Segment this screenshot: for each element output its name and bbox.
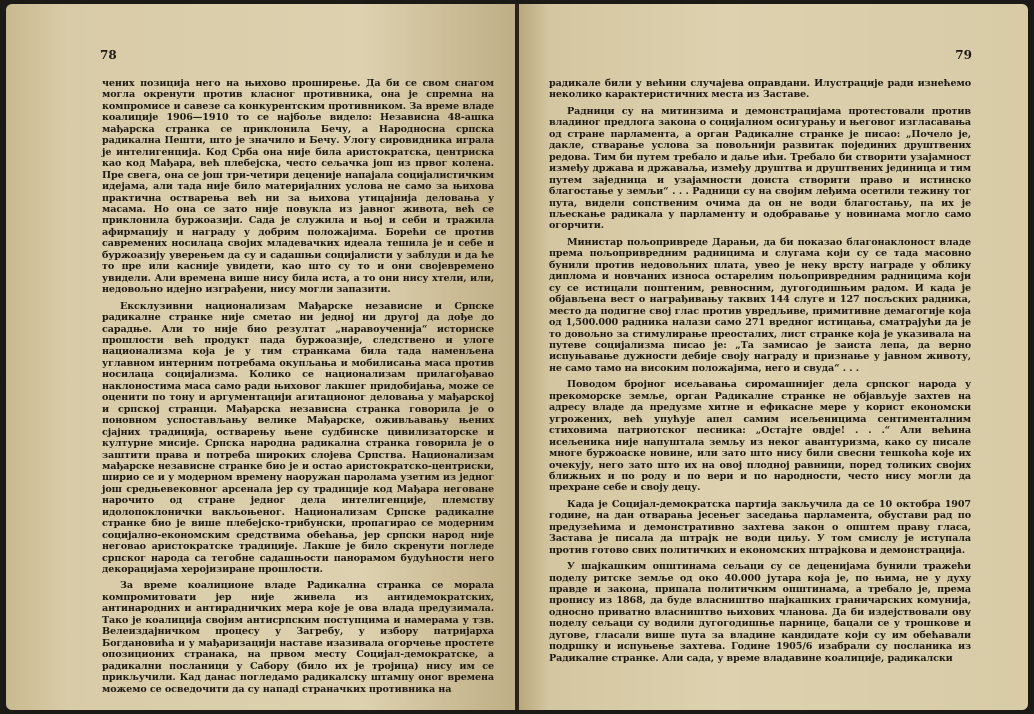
paragraph: Када је Социјал-демократска партија закључила да се 10 октобра 1907 године, на дан отварања јесењег заседања парламента, обустави рад по предузећима и демонстративно захтева закон о општем праву гласа, Застава је писала да штрајк не води циљу. У том смислу је иступала против готово свих политичких и економских штрајкова и демонстрација. [549,498,971,556]
paragraph: чених позиција него на њихово проширење. Да би се свом снагом могла окренути против класног противника, она је спремна на компромисе и савезе са конкурентским противником. За време владе коалиције 1906—1910 то се најбоље видело: Независна 48-ашка мађарска странка се приклонила Бечу, а Народносна српска радикална Пешти, што је значило и Бечу. Улогу сировидника играла је интелигенција. Код Срба она није била аристократска, центриска као код Мађара, већ плебејска, често сељачка још из првог колена. Пре свега, она се још три-четири деценије напајала социјалистичким идејама, али тада није било материјалних услова не само за њихова практична остварења већ ни за њихова утицајнија деловања у масама. Но она се зато није повукла из јавног живота, већ се приклонила буржоазији. Сада је служила и њој и себи и тражила афирмацију и награду у добрим положајима. Борећи се против савремених носилаца својих младевачких идеала тешила је и себе и буржоазију уверењем да су и садашњи социјалисти у заблуди и да ће то пре или касније увидети, као што су то и они својевремено увидели. Али времена више нису била иста, а то они нису хтели, или, недовољно идејно изграђени, нису могли запазити. [102,78,494,296]
paragraph: За време коалиционе владе Радикална странка се морала компромитовати јер није живела из антидемократских, антинародних и антирадничких мера које је ова влада предузимала. Тако је коалиција својим антисрпским поступцима и намерама у тзв. Велеиздајничком процесу у Загребу, у избору патријарха Богдановића и у мађаризацији наставе изазивала огорчење простете опозиционих странака, на првом месту Социјал-демократске, а радикални посланици у Сабору (било их је тројица) нису им се прикључили. Кад данас погледамо радикалску штампу оног времена можемо се осведочити да су нападi странaчких противника на [102,580,494,695]
paragraph: Министар пољопривреде Дарањи, да би показао благонаклоност владе према пољопривредним радницима и слугама који су се тада масовно бунили против недовољних плата, увео је неку врсту награде у облику диплома и новчаних износа остарелим пољопривредним радницима који су се истицали поштеним, ревносним, дугогодишњим радом. И када је објављена вест о награђивању таквих 144 слуге и 127 посљских радника, место да подигне свој глас против увредљиве, примитивне демагогије која од 1,500.000 радника налази само 271 вредног истицања, сматрајући да је то довољно за стимулирање преосталих, лист странке која је указивала на путеве социјализма писао је: „Та замисао је заиста лепа, да верно испуњавање дужности дебије своју награду и признање у јавном животу, не само тамо на високим положајима, него и свуда“ . . . [549,236,971,374]
right-page-text [549,78,971,664]
paragraph: Радници су на митинзима и демонстрацијама протестовали против владиног предлога закона о социјалном осигурању и његовог изгласавања од стране парламента, а орган Радикалне странке је писао: „Почело је, дакле, стварање услова за повољнији развитак појединих друштвених редова. Тим би путем требало и даље ићи. Требало би створити узајамност између држава и државаља, између друштва и друштвених јединица и тим путем заједница и узајамности доиста створити право и истинско благостање у земљи“ . . . Радници су на својим леђима осетили тежину тог пута, видели сопственим очима да он не води благостању, па их је пљескање радикала у парламенту и одобравање у новинама могло само огорчити. [549,105,971,232]
right-page [519,4,1028,710]
right-page-number: 79 [955,48,972,62]
paragraph: Поводом бројног исељавања сиромашнијег дела српског народа у прекоморске земље, орган Радикалне странке не објављује захтев на адресу владе да предузме хитне и ефикасне мере у корист економски угрожених, већ упућује апел самим исељеницима сентименталним стиховима патриотског песника: „Остајте овдје! . . .“ Али већина исељеника није напуштала земљу из неког авантуризма, како су писале многе буржоаске новине, или зато што нису били свесни тешкоћа које их очекују, него зато што их на овој плодној равници, поред толиких својих ближњих и по роду и по вери и по народности, честo нису могли да прехране себе и своју децу. [549,379,971,494]
paragraph: У шајкашким општинама сељаци су се деценијама бунили тражећи поделу ритске земље од око 40.000 јутара која је, по њима, не у духу правде и закона, припала политичким општинама, а требало је, према пропису из 1868, да буде власништво шајкашких граничарских комунија, односно приватно власништво њихових чланова. Да би издејствовали ову поделу сељаци су водили дугогодишње парнице, бацали се у трошкове и дугове, гласали више пута за владине кандидате који су им обећавали подршку и испуњење захтева. Године 1905/6 изабрали су посланика из Радикалне странке. Али сада, у време владавине коалиције, радикалски [549,561,971,664]
left-page-text [102,78,494,695]
paragraph: радикале били у већини случајева оправдани. Илустрације ради изнећемо неколико карактеристичних места из Заставе. [549,78,971,101]
book-spread [6,4,1028,710]
left-page-number: 78 [100,48,117,62]
paragraph: Ексклузивни национализам Мађарске независне и Српске радикалне странке није сметао ни једној ни другој да дође до сарадње. Али то није био резултат „наравоученија“ историске прошлости већ продукт пада буржоазије, следствено и улоге национализма која је у тим странкама била тада наменљена углавном интерним потребама окупљања и мобилисања маса против носилаца социјализма. Колико се национализам прилагођавао наклоностима маса само ради њиховог лакшег придобијања, може се оценити по тону и аргументацији агитационог деловања у мађарској и српској странци. Мађарска независна странка говорила је о поновном успостављању велике Мађарске, оживљавању њених сјајних традиција, остварењу њене судбинске цивилизаторске и културне мисије. Српска народна радикална странка говорила је о заштити права и потреба широких слојева Српства. Национализам мађарске независне странке био је и остао аристократско-центриски, шириo се и у модерном времену наоружан паролама узетим из једног још средњевековног арсенала јер су традиције код Мађара неговане нарочито од стране једног дела интелигенције, племству идолопоклонички вакљоњеног. Национализам Српске радикалне странке био је више плебејско-трибунски, пропагирао се модерним социјално-економским средствима обећања, јер српски народ није неговао аристократске традиције. Лакше је било скренути погледе српског народа са тегобне садашњости панорамом будућности него декорацијама херојизиране прошлости. [102,300,494,576]
left-page [6,4,515,710]
